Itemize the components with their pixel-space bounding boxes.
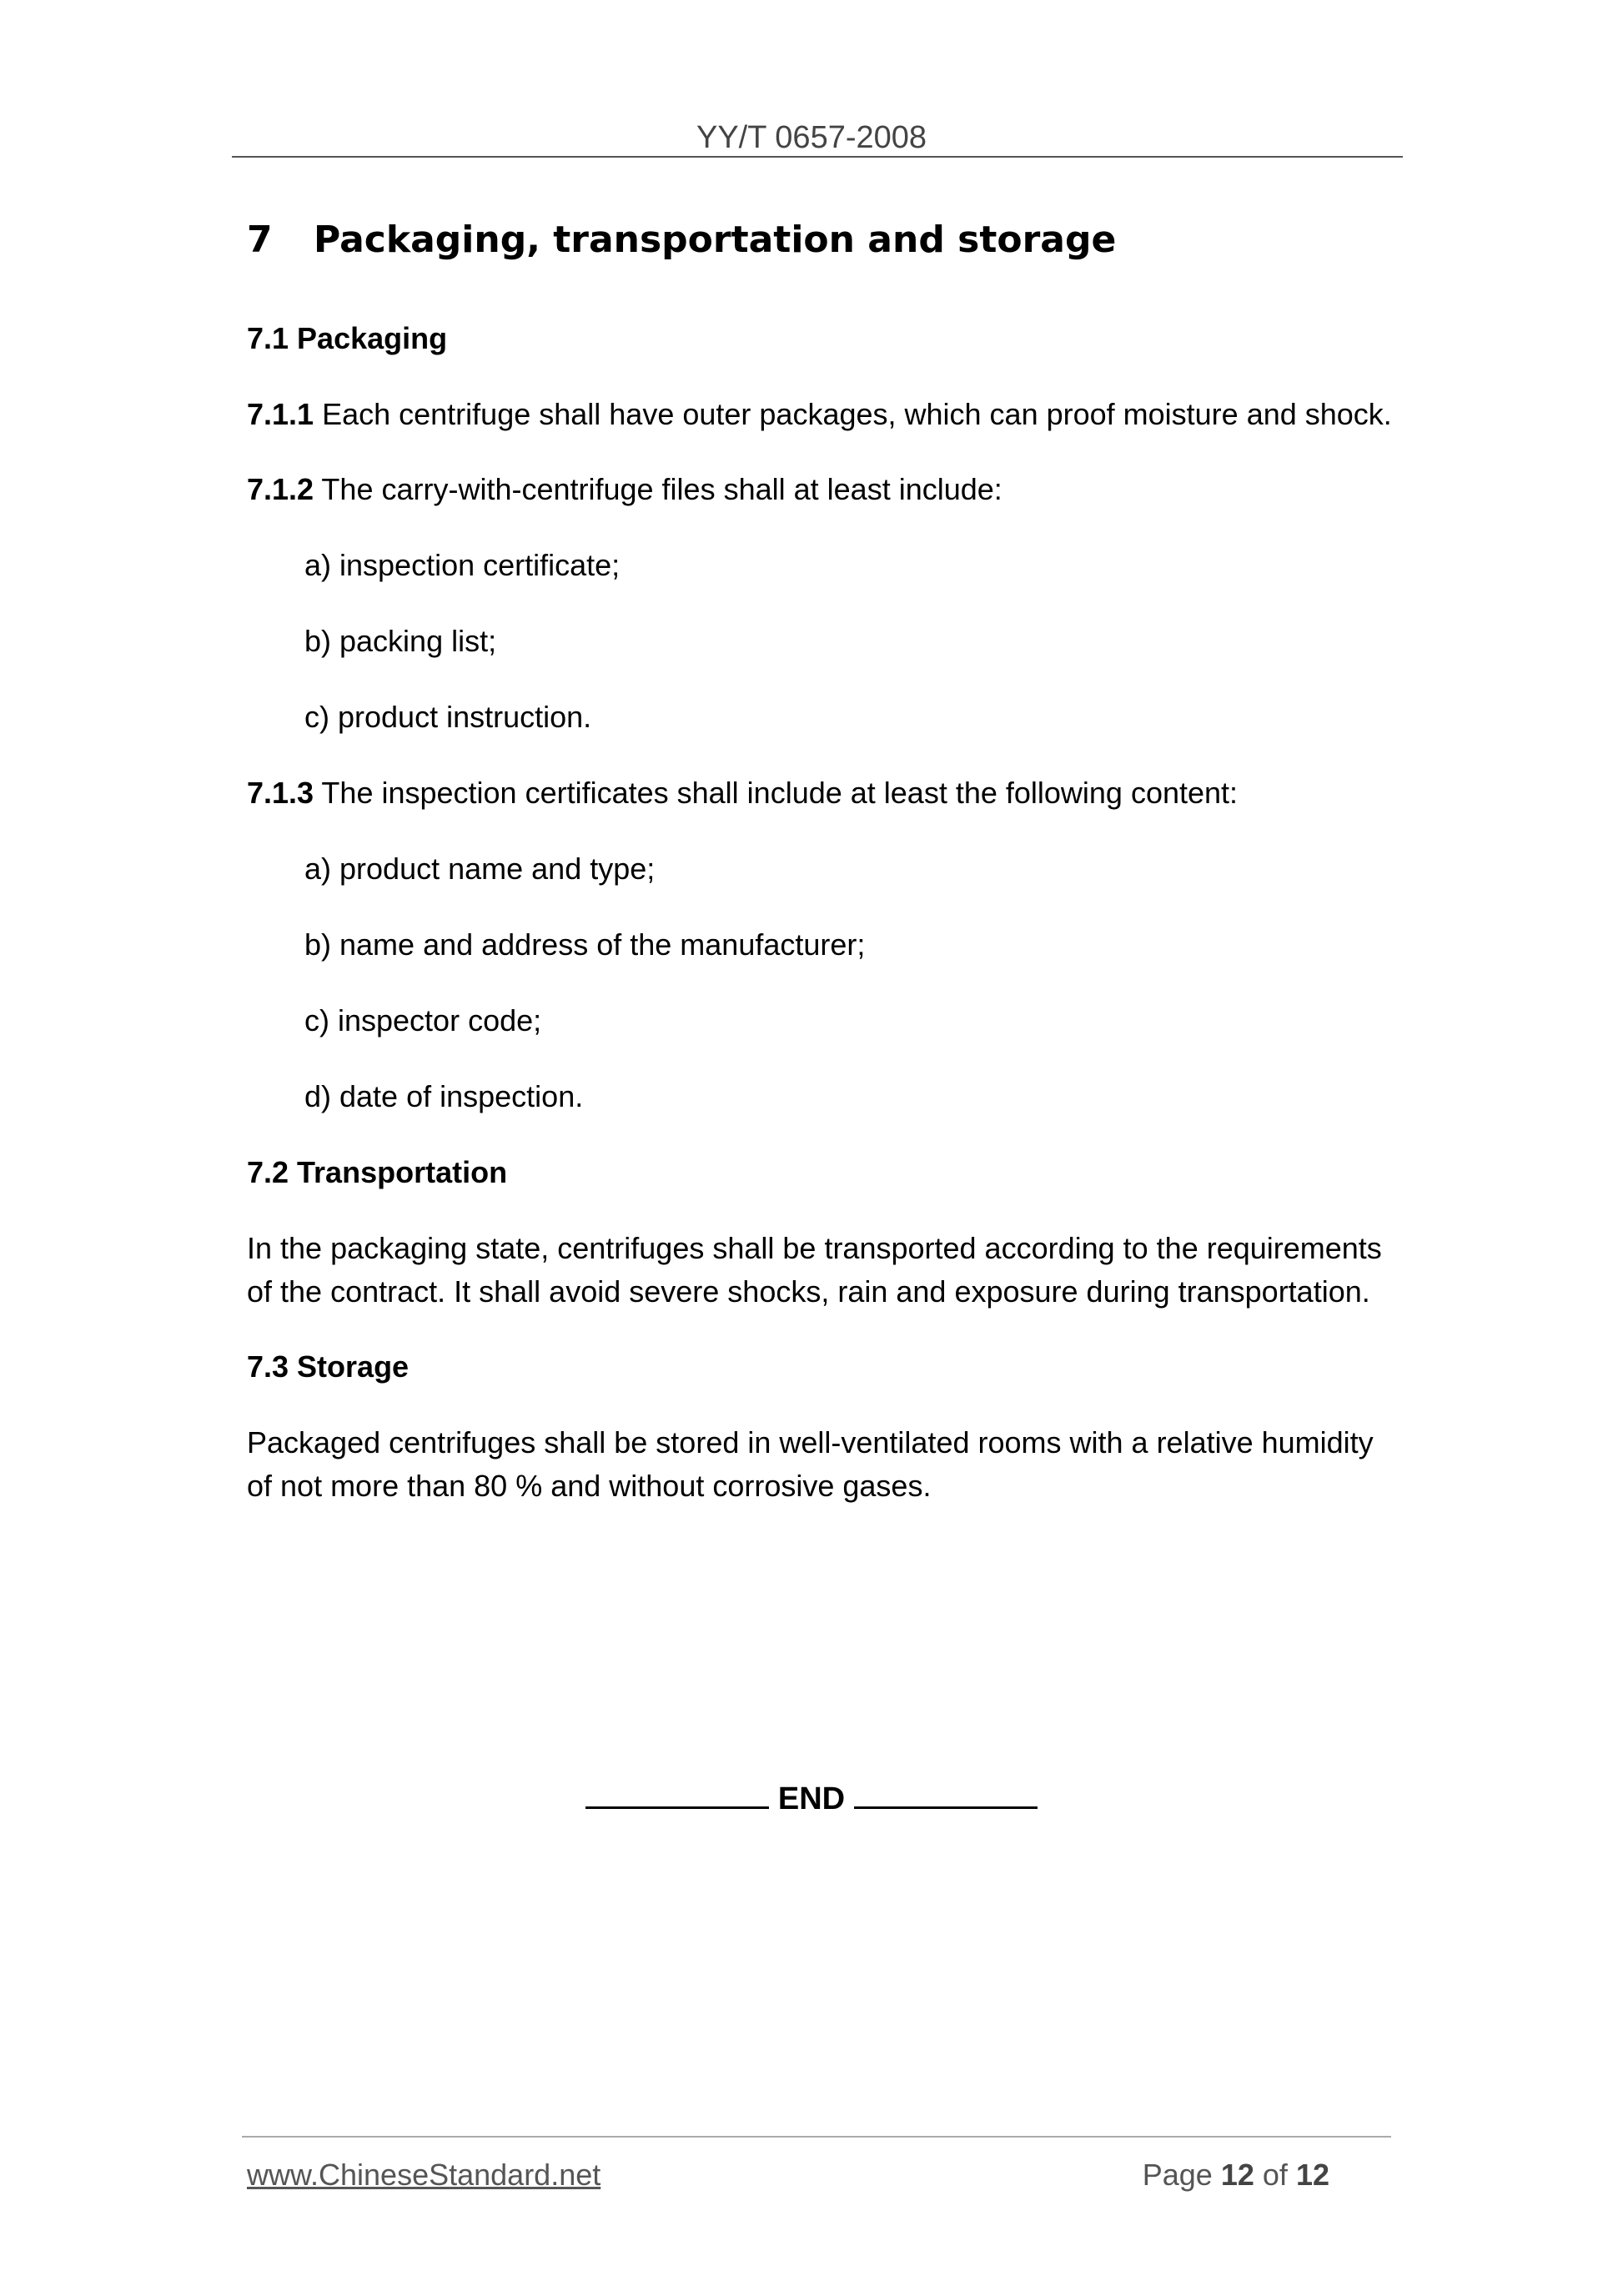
footer-divider [242,2136,1391,2138]
chapter-number: 7 [247,219,273,261]
page-word: Page [1142,2158,1213,2192]
document-code: YY/T 0657-2008 [696,120,927,155]
end-marker [0,1776,1623,1821]
clause-text: Each centrifuge shall have outer packages, which can proof moisture and shock. [314,397,1392,431]
clause-number: 7.1.3 [247,776,314,810]
end-rule-left [585,1776,769,1809]
page-total: 12 [1295,2158,1329,2192]
of-word: of [1262,2158,1288,2192]
transportation-paragraph-line: In the packaging state, centrifuges shall be transported according to the requirements [247,1231,1382,1265]
list-item: c) product instruction. [304,700,592,734]
clause-number: 7.1.1 [247,397,314,431]
section-7-2-heading: 7.2 Transportation [247,1155,508,1189]
clause-text: The inspection certificates shall include at least the following content: [314,776,1239,810]
end-rule-right [854,1776,1038,1809]
clause-7-1-1 [247,393,1392,436]
section-7-3-heading: 7.3 Storage [247,1349,410,1384]
header-divider [232,156,1403,158]
section-7-1-heading: 7.1 Packaging [247,321,448,355]
list-item: d) date of inspection. [304,1079,584,1113]
chapter-title: Packaging, transportation and storage [314,219,1117,261]
storage-paragraph-line: of not more than 80 % and without corrosive gases. [247,1469,932,1503]
clause-7-1-2 [247,468,1002,511]
clause-text: The carry-with-centrifuge files shall at least include: [314,472,1002,506]
list-item: a) inspection certificate; [304,548,621,582]
clause-7-1-3 [247,771,1238,815]
end-label: END [777,1781,846,1816]
clause-number: 7.1.2 [247,472,314,506]
list-item: c) inspector code; [304,1003,542,1037]
storage-paragraph-line: Packaged centrifuges shall be stored in well-ventilated rooms with a relative humidity [247,1425,1374,1459]
page-current: 12 [1220,2158,1254,2192]
page-indicator [1143,2157,1329,2193]
transportation-paragraph-line: of the contract. It shall avoid severe shocks, rain and exposure during transportation. [247,1274,1370,1309]
website-link[interactable]: www.ChineseStandard.net [247,2158,601,2192]
list-item: a) product name and type; [304,852,656,886]
list-item: b) name and address of the manufacturer; [304,927,866,962]
list-item: b) packing list; [304,624,497,658]
chapter-heading [247,215,1116,265]
